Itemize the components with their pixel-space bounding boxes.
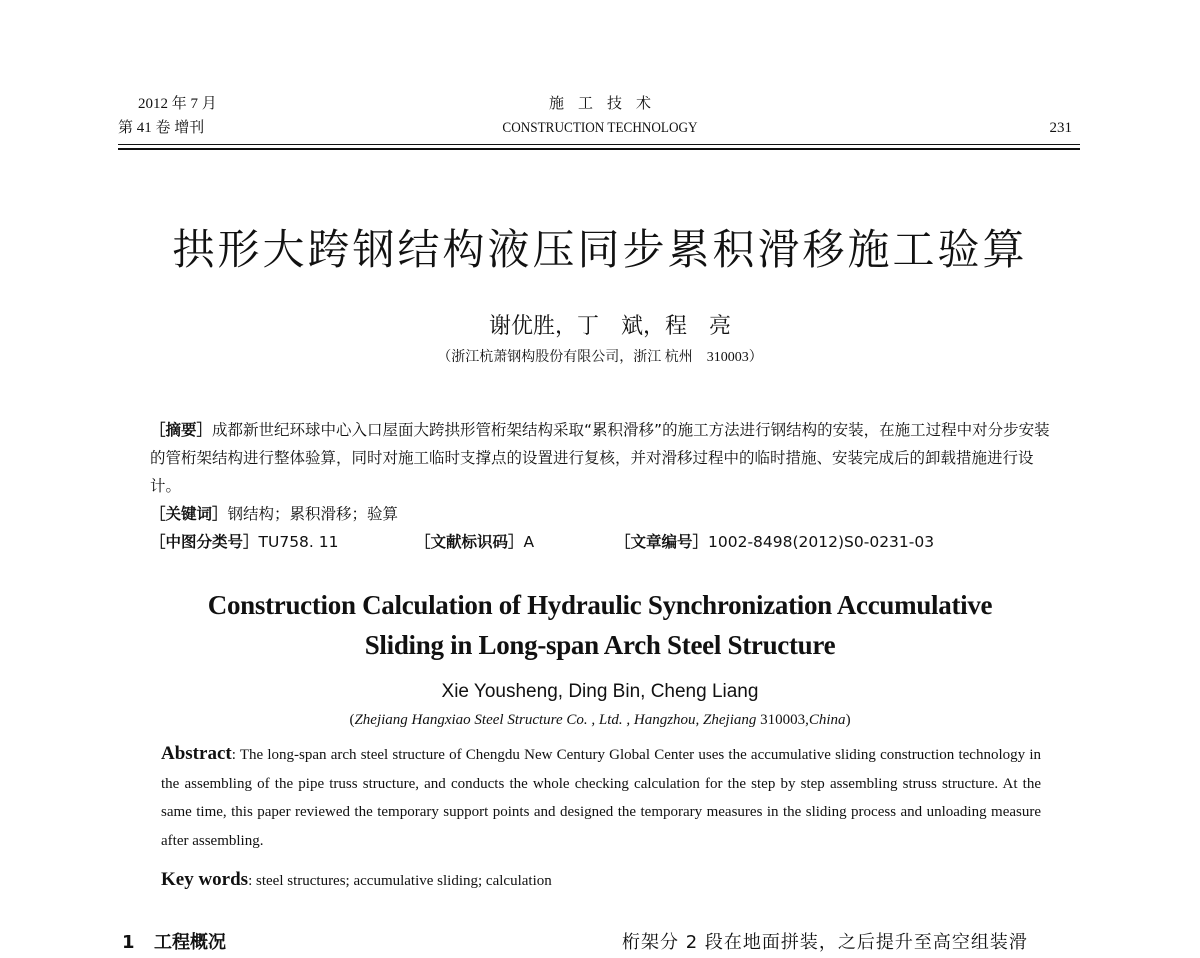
affiliation-en-country: China [808, 712, 846, 728]
affiliation-en-org: Zhejiang Hangxiao Steel Structure Co. , Ltd. , Hangzhou, Zhejiang [354, 712, 757, 728]
column2-body-text: 桁架分 2 段在地面拼装，之后提升至高空组装滑 [622, 932, 1028, 953]
section-1-heading [122, 928, 226, 958]
affiliation-en-open: ( [349, 712, 355, 728]
keywords-cn-text: 钢结构；累积滑移；验算 [227, 505, 399, 523]
authors-en: Xie Yousheng, Ding Bin, Cheng Liang [441, 681, 759, 702]
clc-value: TU758. 11 [258, 533, 339, 551]
keywords-en-separator: : [248, 873, 256, 889]
abstract-cn-block [150, 416, 1050, 556]
issue-date: 2012 年 7 月 [138, 96, 217, 112]
abstract-cn-text: 成都新世纪环球中心入口屋面大跨拱形管桁架结构采取“累积滑移”的施工方法进行钢结构的安装，在施工过程中对分步安装的管桁架结构进行整体验算，同时对施工临时支撑点的设置进行复核，并对滑移过程中的临时措施、安装完成后的卸载措施进行设计。 [150, 421, 1050, 495]
header-rule-thin [118, 144, 1080, 145]
affiliation-en-postcode: 310003, [756, 712, 809, 728]
header-rule-thick [118, 148, 1080, 150]
keywords-cn-label: ［关键词］ [150, 505, 228, 523]
paper-title-en-line1: Construction Calculation of Hydraulic Synchronization Accumulative [207, 590, 993, 620]
journal-name-en: CONSTRUCTION TECHNOLOGY [502, 120, 698, 136]
abstract-en-separator: : [231, 747, 240, 763]
affiliation-en [0, 708, 1200, 732]
document-code [415, 528, 615, 556]
clc-label: ［中图分类号］ [150, 533, 259, 551]
section-number: 1 [122, 932, 135, 953]
clc-number [150, 528, 415, 556]
keywords-en [161, 866, 552, 895]
article-no-value: 1002-8498(2012)S0-0231-03 [708, 533, 935, 551]
paper-title-en-line2: Sliding in Long-span Arch Steel Structure [364, 630, 836, 660]
abstract-en [161, 740, 1041, 855]
affiliation-cn: （浙江杭萧钢构股份有限公司，浙江 杭州 310003） [437, 350, 763, 365]
abstract-cn-label: ［摘要］ [150, 421, 213, 439]
classification-row [150, 528, 1050, 556]
running-header-left [118, 92, 217, 140]
keywords-cn [150, 500, 1050, 528]
keywords-en-label: Key words [161, 869, 249, 890]
doc-code-value: A [523, 533, 535, 551]
paper-title-cn: 拱形大跨钢结构液压同步累积滑移施工验算 [172, 225, 1028, 274]
abstract-cn [150, 416, 1050, 500]
article-number [615, 528, 934, 556]
affiliation-en-close: ) [845, 712, 851, 728]
article-no-label: ［文章编号］ [615, 533, 709, 551]
paper-title-en [0, 585, 1200, 665]
volume-info: 第 41 卷 增刊 [118, 120, 205, 136]
page-number: 231 [1049, 120, 1072, 136]
abstract-en-label: Abstract [161, 743, 232, 764]
doc-code-label: ［文献标识码］ [415, 533, 524, 551]
abstract-en-text: The long-span arch steel structure of Chengdu New Century Global Center uses the accumulative sliding construction technology in the assembling of the pipe truss structure, and conducts the whole checking calculation for the step by step assembling struss structure. At the same time, this paper reviewed the temporary support points and designed the temporary measures in the sliding process and unloading measure after assembling. [161, 747, 1041, 849]
authors-cn: 谢优胜，丁 斌，程 亮 [488, 313, 731, 338]
keywords-en-text: steel structures; accumulative sliding; calculation [256, 873, 552, 889]
running-header-center [420, 92, 780, 140]
journal-name-cn: 施工技术 [548, 96, 665, 112]
section-title: 工程概况 [154, 932, 226, 953]
